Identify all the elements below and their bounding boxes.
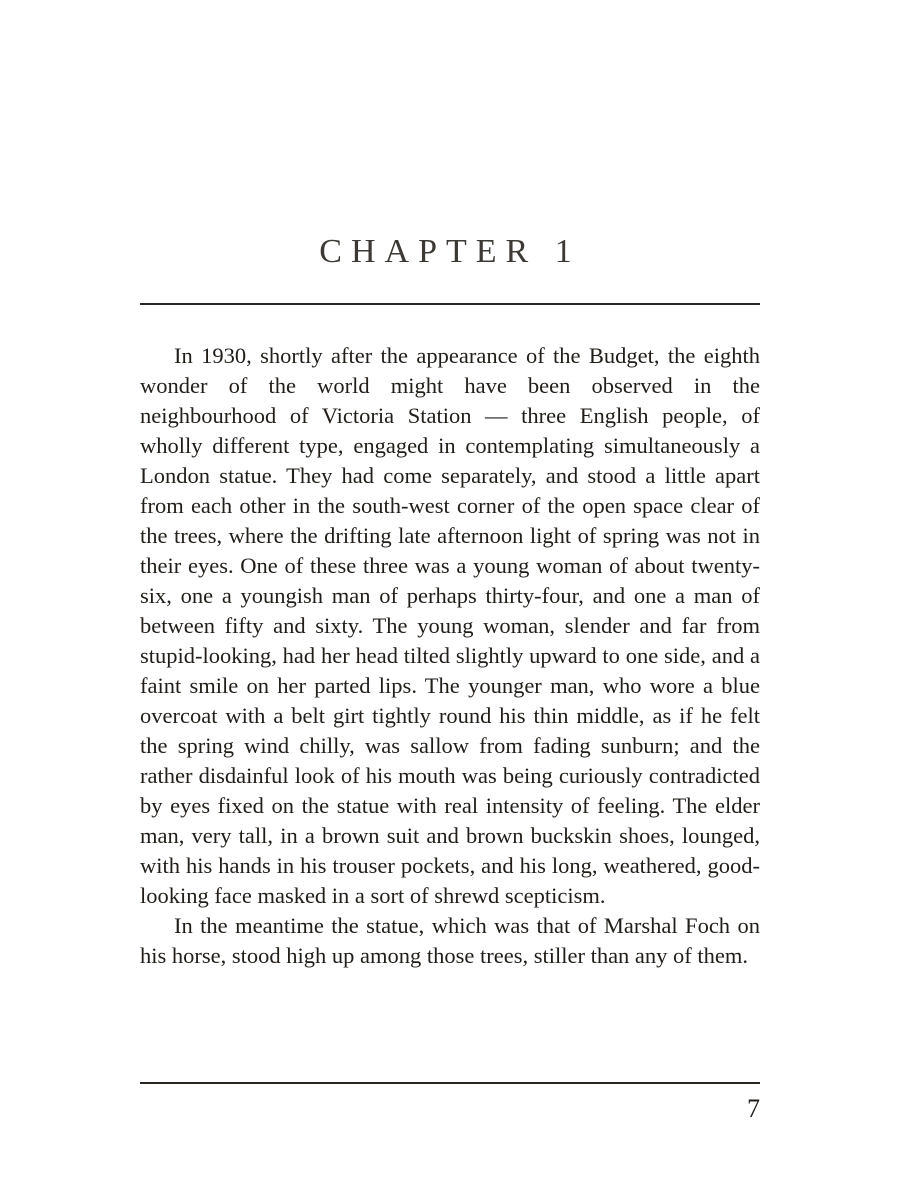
paragraph: In 1930, shortly after the appearance of the Budget, the eighth wonder of the world might have been observed in the neighbourhood of Victoria Station — three English people, of wholly different type, engaged in contemplating simultaneously a London statue. They had come separately, and stood a little apart from each other in the south-west corner of the open space clear of the trees, where the drifting late afternoon light of spring was not in their eyes. One of these three was a young woman of about twenty-six, one a youngish man of perhaps thirty-four, and one a man of between fifty and sixty. The young woman, slender and far from stupid-looking, had her head tilted slightly upward to one side, and a faint smile on her parted lips. The younger man, who wore a blue overcoat with a belt girt tightly round his thin middle, as if he felt the spring wind chilly, was sallow from fading sunburn; and the rather disdainful look of his mouth was being curiously contradicted by eyes fixed on the statue with real intensity of feeling. The elder man, very tall, in a brown suit and brown buckskin shoes, lounged, with his hands in his trouser pockets, and his long, weathered, good-looking face masked in a sort of shrewd scepticism.: [140, 343, 760, 908]
body-text-block: [140, 341, 760, 971]
page-content: [140, 0, 760, 971]
page-number: 7: [747, 1094, 760, 1123]
bottom-rule-divider: [140, 1082, 760, 1084]
top-rule-divider: [140, 303, 760, 305]
chapter-heading: CHAPTER 1: [319, 233, 581, 270]
paragraph: In the meantime the statue, which was that of Marshal Foch on his horse, stood high up among those trees, stiller than any of them.: [140, 913, 760, 968]
